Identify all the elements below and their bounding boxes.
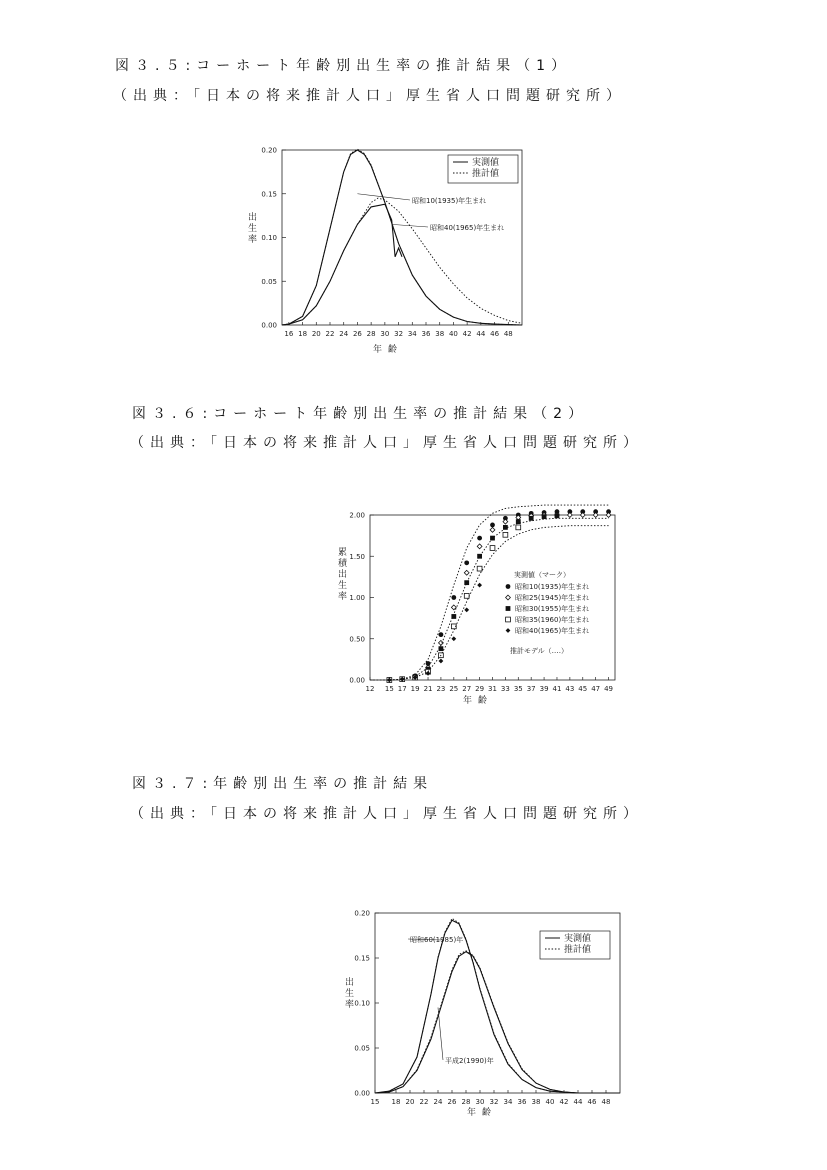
x-tick-label: 20 [311, 330, 321, 338]
x-tick-label: 18 [391, 1098, 401, 1106]
x-tick-label: 38 [531, 1098, 541, 1106]
figure-3-5-source: （出典：「日本の将来推計人口」厚生省人口問題研究所） [113, 88, 626, 104]
x-tick-label: 42 [559, 1098, 569, 1106]
x-tick-label: 34 [407, 330, 417, 338]
series-line-3 [375, 951, 620, 1093]
annotation-label: 昭和60(1985)年 [410, 936, 464, 944]
data-point-s3 [464, 593, 469, 598]
x-tick-label: 32 [489, 1098, 499, 1106]
x-tick-label: 39 [539, 685, 549, 693]
series-line-2 [282, 204, 402, 325]
y-tick-label: 0.50 [349, 635, 365, 644]
x-tick-label: 25 [449, 685, 459, 693]
x-tick-label: 12 [365, 685, 375, 693]
x-tick-label: 22 [325, 330, 335, 338]
y-tick-label: 1.50 [349, 552, 365, 561]
x-tick-label: 15 [370, 1098, 380, 1106]
x-tick-label: 46 [490, 330, 500, 338]
y-tick-label: 1.00 [349, 594, 365, 602]
y-tick-label: 2.00 [349, 511, 365, 520]
x-tick-label: 49 [604, 685, 614, 693]
data-point-s2 [477, 554, 482, 559]
legend-entry: 推計値 [472, 169, 500, 179]
legend-entry: 昭和10(1935)年生まれ [515, 583, 590, 591]
data-point-s2 [464, 580, 469, 585]
x-tick-label: 15 [384, 685, 394, 693]
legend-marker [506, 606, 511, 611]
x-tick-label: 46 [587, 1098, 597, 1106]
x-tick-label: 23 [436, 685, 446, 693]
x-tick-label: 38 [435, 330, 445, 338]
x-tick-label: 28 [366, 330, 376, 338]
x-tick-label: 17 [397, 685, 407, 693]
x-tick-label: 22 [419, 1098, 429, 1106]
x-tick-label: 45 [578, 685, 588, 693]
x-tick-label: 31 [488, 685, 497, 693]
data-point-s4 [439, 659, 444, 664]
x-tick-label: 19 [410, 685, 420, 693]
figure-3-7-source: （出典：「日本の将来推計人口」厚生省人口問題研究所） [130, 806, 643, 822]
legend-entry: 実測値 [564, 934, 592, 944]
y-tick-label: 0.20 [354, 909, 370, 918]
x-tick-label: 42 [462, 330, 472, 338]
x-tick-label: 48 [503, 330, 513, 338]
x-tick-label: 32 [394, 330, 404, 338]
x-tick-label: 26 [447, 1098, 457, 1106]
annotation-pointer [392, 224, 428, 227]
x-tick-label: 37 [526, 685, 536, 693]
data-point-s2 [529, 516, 534, 521]
x-tick-label: 30 [380, 330, 390, 338]
x-tick-label: 47 [591, 685, 601, 693]
data-point-s0 [451, 595, 456, 600]
data-point-s0 [464, 560, 469, 565]
x-tick-label: 36 [421, 330, 431, 338]
figure-3-5-title: 図３.５:コーホート年齢別出生率の推計結果（1） [115, 58, 572, 74]
legend-marker [506, 584, 511, 589]
data-point-s4 [451, 636, 456, 641]
x-tick-label: 30 [475, 1098, 485, 1106]
data-point-s4 [464, 607, 469, 612]
x-tick-label: 40 [448, 330, 458, 338]
series-line-2 [375, 952, 620, 1093]
legend-marker [506, 595, 511, 600]
x-tick-label: 40 [545, 1098, 555, 1106]
x-tick-label: 44 [476, 330, 486, 338]
chart-3-6 [330, 495, 620, 710]
chart-3-5 [240, 140, 530, 375]
y-tick-label: 0.20 [261, 146, 277, 155]
data-point-s3 [503, 532, 508, 537]
data-point-s4 [477, 583, 482, 588]
chart-3-7 [340, 905, 630, 1120]
legend-entry: 昭和25(1945)年生まれ [515, 594, 590, 602]
x-axis-label: 年齢 [372, 345, 404, 355]
legend-marker [506, 628, 511, 633]
y-tick-label: 0.10 [261, 234, 277, 242]
y-tick-label: 0.15 [261, 190, 277, 199]
x-tick-label: 35 [513, 685, 523, 693]
x-tick-label: 24 [339, 330, 349, 338]
x-tick-label: 33 [500, 685, 510, 693]
x-tick-label: 20 [405, 1098, 415, 1106]
x-axis-label: 年齢 [466, 1108, 498, 1118]
x-tick-label: 43 [565, 685, 575, 693]
legend-entry: 昭和35(1960)年生まれ [515, 616, 590, 624]
data-point-s1 [477, 544, 482, 549]
x-tick-label: 27 [462, 685, 472, 693]
annotation-label: 昭和10(1935)年生まれ [412, 197, 487, 205]
data-point-s0 [439, 632, 444, 637]
figure-3-7-title: 図３.７:年齢別出生率の推計結果 [132, 776, 434, 792]
y-tick-label: 0.15 [354, 954, 370, 963]
data-point-s3 [490, 546, 495, 551]
data-point-s0 [490, 523, 495, 528]
annotation-label: 昭和40(1965)年生まれ [430, 224, 505, 232]
series-line-5 [370, 505, 609, 680]
series-line-7 [370, 526, 609, 680]
y-tick-label: 0.00 [354, 1089, 370, 1098]
x-tick-label: 28 [461, 1098, 471, 1106]
x-tick-label: 29 [475, 685, 485, 693]
x-tick-label: 26 [352, 330, 362, 338]
annotation-label: 平成2(1990)年 [445, 1057, 494, 1065]
y-axis-label: 出生率 [345, 978, 355, 1010]
y-tick-label: 0.00 [349, 676, 365, 685]
series-line-3 [282, 198, 522, 325]
figure-3-6-title: 図３.６:コーホート年齢別出生率の推計結果（2） [132, 406, 589, 422]
data-point-s3 [477, 566, 482, 571]
y-tick-label: 0.05 [354, 1044, 370, 1053]
figure-3-6-source: （出典：「日本の将来推計人口」厚生省人口問題研究所） [130, 435, 643, 451]
data-point-s1 [464, 570, 469, 575]
legend-title: 実測値（マーク） [514, 571, 570, 579]
x-axis-label: 年齢 [462, 696, 494, 706]
data-point-s1 [490, 527, 495, 532]
data-point-s2 [542, 514, 547, 519]
legend-entry: 昭和30(1955)年生まれ [515, 605, 590, 613]
legend-marker [506, 617, 511, 622]
y-axis-label: 出生率 [248, 213, 258, 245]
x-tick-label: 44 [573, 1098, 583, 1106]
data-point-s1 [439, 640, 444, 645]
y-tick-label: 0.10 [354, 999, 370, 1008]
x-tick-label: 21 [423, 685, 433, 693]
x-tick-label: 34 [503, 1098, 513, 1106]
data-point-s3 [516, 525, 521, 530]
data-point-s2 [555, 513, 560, 518]
x-tick-label: 18 [298, 330, 308, 338]
data-point-s0 [477, 536, 482, 541]
model-label: 推計モデル（‥‥） [510, 647, 568, 655]
x-tick-label: 48 [601, 1098, 611, 1106]
y-tick-label: 0.00 [261, 321, 277, 330]
x-tick-label: 41 [552, 685, 562, 693]
x-tick-label: 24 [433, 1098, 443, 1106]
x-tick-label: 16 [284, 330, 294, 338]
x-tick-label: 36 [517, 1098, 527, 1106]
annotation-pointer [438, 1008, 443, 1061]
legend-entry: 推計値 [564, 945, 592, 955]
y-tick-label: 0.05 [261, 277, 277, 286]
legend-entry: 昭和40(1965)年生まれ [515, 627, 590, 635]
legend-entry: 実測値 [472, 158, 500, 168]
y-axis-label: 累積出生率 [338, 548, 348, 602]
